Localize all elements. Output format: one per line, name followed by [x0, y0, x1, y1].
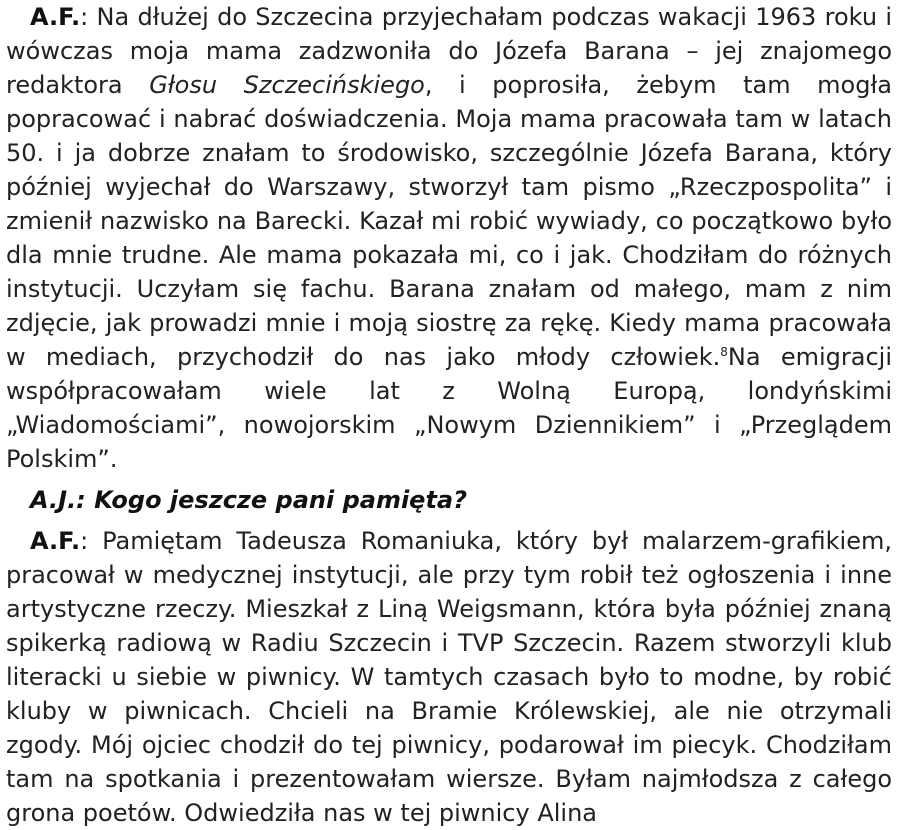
answer-text-part-2: , i poprosiła, żebym tam mogła popracować i nabrać doświadczenia. Moja mama pracowała tam w latach 50. i ja dobrze znałam to środowisko, szczególnie Józefa Barana, który później wyjechał do Warszawy, stworzył tam pismo „Rzeczpospolita” i zmienił nazwisko na Barecki. Kazał mi robić wywiady, co początkowo było dla mnie trudne. Ale mama pokazała mi, co i jak. Chodziłam do różnych instytucji. Uczyłam się fachu. Barana znałam od małego, mam z nim zdjęcie, jak prowadzi mnie i moją siostrę za rękę. Kiedy mama pracowała w mediach, przychodził do nas jako młody człowiek.: [6, 71, 892, 371]
question-text: A.J.: Kogo jeszcze pani pamięta?: [30, 486, 468, 514]
footnote-marker: 8: [720, 345, 728, 359]
answer-text: : Pamiętam Tadeusza Romaniuka, który był malarzem-grafikiem, pracował w medycznej instytucji, ale przy tym robił też ogłoszenia i inne artystyczne rzeczy. Mieszkał z Liną Weigsmann, która była później znaną spikerką radiową w Radiu Szczecin i TVP Szczecin. Razem stworzyli klub literacki u siebie w piwnicy. W tamtych czasach było to modne, by robić kluby w piwnicach. Chcieli na Bramie Królewskiej, ale nie otrzymali zgody. Mój ojciec chodził do tej piwnicy, podarował im piecyk. Chodziłam tam na spotkania i prezentowałam wiersze. Byłam najmłodsza z całego grona poetów. Odwiedziła nas w tej piwnicy Alina: [6, 527, 892, 827]
paragraph-interview-answer-2: [6, 524, 892, 830]
speaker-label: A.F.: [30, 3, 81, 31]
speaker-label: A.F.: [30, 527, 81, 555]
answer-text-part-3: Na emigracji współpracowałam wiele lat z Wolną Europą, londyńskimi „Wiadomościami”, nowojorskim „Nowym Dziennikiem” i „Przeglądem Polskim”.: [6, 343, 892, 473]
newspaper-title: Głosu Szczecińskiego: [149, 71, 425, 99]
answer-text-part-1: : Na dłużej do Szczecina przyjechałam podczas wakacji 1963 roku i wówczas moja mama zadzwoniła do Józefa Barana – jej znajomego redaktora: [6, 3, 892, 99]
paragraph-interview-answer-1: [6, 0, 892, 476]
interview-question: [6, 483, 892, 517]
